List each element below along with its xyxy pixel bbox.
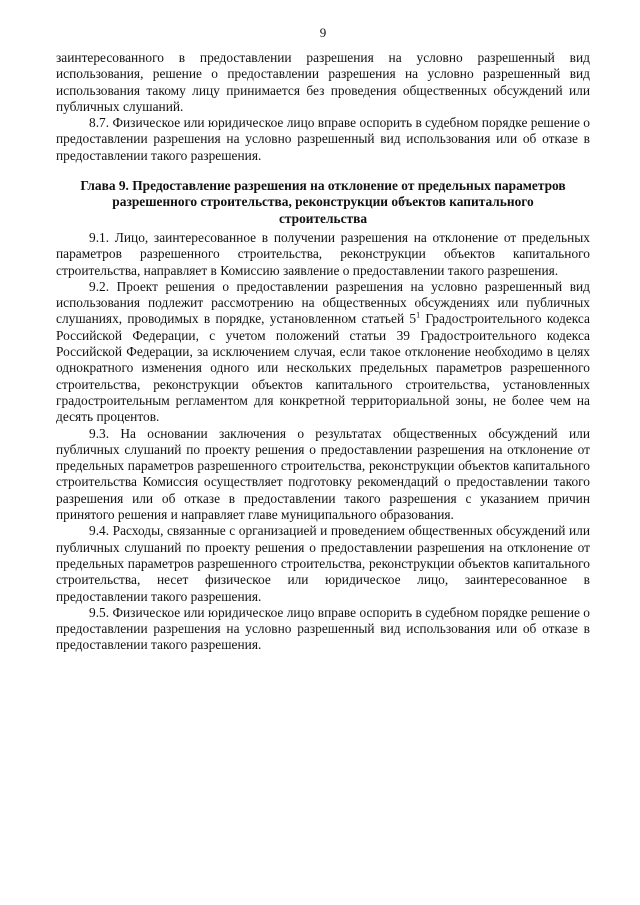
chapter-heading: Глава 9. Предоставление разрешения на отклонение от предельных параметров разрешенного строительства, реконструкции объектов капитального строительства	[80, 178, 566, 226]
paragraph-continuation: заинтересованного в предоставлении разрешения на условно разрешенный вид использования, решение о предоставлении разрешения на условно разрешенный вид использования такому лицу принимается без проведения общественных обсуждений или публичных слушаний.	[56, 50, 590, 114]
paragraph-9-2	[56, 279, 590, 426]
document-body	[56, 50, 590, 654]
paragraph-9-2-part-1: 9.2. Проект решения о предоставлении разрешения на условно разрешенный вид использования подлежит рассмотрению на общественных обсуждениях или публичных слушаниях, проводимых в порядке, установленном статьей 5	[56, 278, 590, 327]
page-number: 9	[319, 25, 327, 40]
paragraph-9-5: 9.5. Физическое или юридическое лицо вправе оспорить в судебном порядке решение о предоставлении разрешения на условно разрешенный вид использования или об отказе в предоставлении такого разрешения.	[56, 604, 590, 653]
paragraph-9-1: 9.1. Лицо, заинтересованное в получении разрешения на отклонение от предельных параметров разрешенного строительства, реконструкции объектов капитального строительства, направляет в Комиссию заявление о предоставлении такого разрешения.	[56, 229, 590, 278]
paragraph-8-7: 8.7. Физическое или юридическое лицо вправе оспорить в судебном порядке решение о предоставлении разрешения на условно разрешенный вид использования или об отказе в предоставлении такого разрешения.	[56, 115, 590, 163]
paragraph-9-4: 9.4. Расходы, связанные с организацией и проведением общественных обсуждений или публичных слушаний по проекту решения о предоставлении разрешения на отклонение от предельных параметров разрешенного строительства, реконструкции объектов капитального строительства, несет физическое или юридическое лицо, заинтересованное в предоставлении такого разрешения.	[56, 523, 590, 604]
footnote-superscript: 1	[416, 310, 421, 320]
paragraph-9-3: 9.3. На основании заключения о результатах общественных обсуждений или публичных слушаний по проекту решения о предоставлении разрешения на отклонение от предельных параметров разрешенного строительства, реконструкции объектов капитального строительства Комиссия осуществляет подготовку рекомендаций о предоставлении такого разрешения или об отказе в предоставлении такого разрешения с указанием причин принятого решения и направляет главе муниципального образования.	[56, 425, 590, 523]
paragraph-9-2-part-2: Градостроительного кодекса Российской Федерации, с учетом положений статьи 39 Градостроительного кодекса Российской Федерации, за исключением случая, если такое отклонение необходимо в целях однократного изменения одного или нескольких предельных параметров разрешенного строительства, реконструкции объектов капитального строительства, установленных градостроительным регламентом для конкретной территориальной зоны, не более чем на десять процентов.	[56, 311, 590, 425]
